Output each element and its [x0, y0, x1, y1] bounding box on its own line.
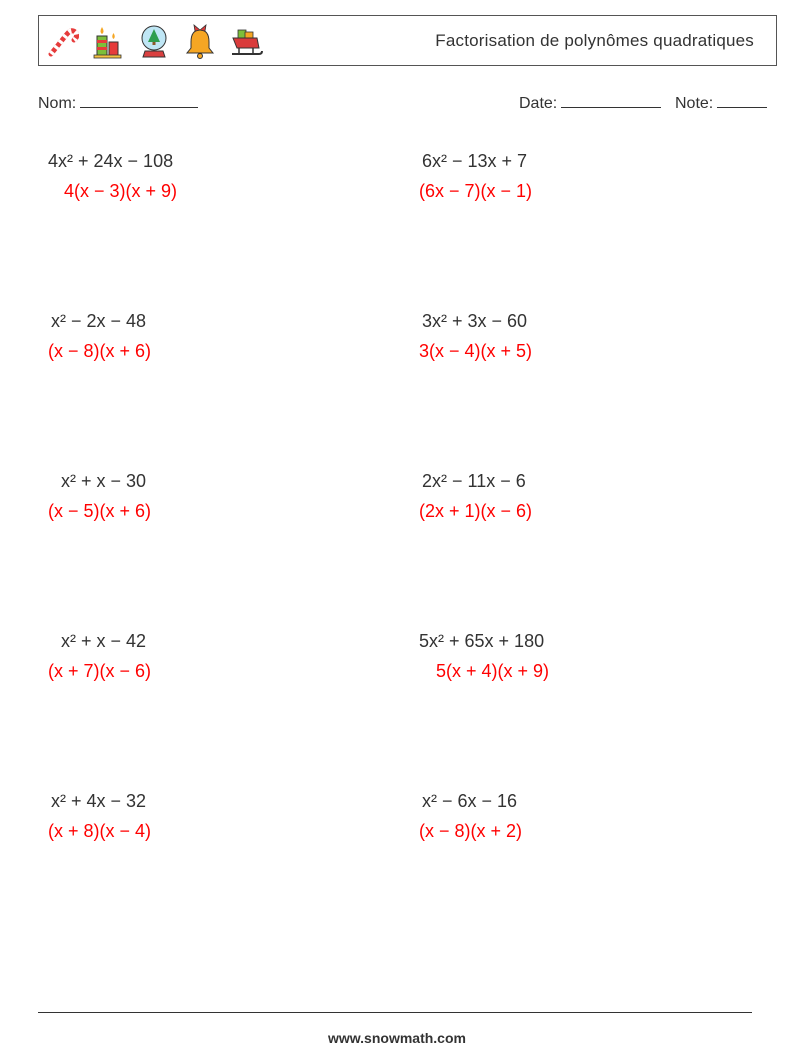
grade-label: Note: — [675, 95, 714, 112]
header-icons — [45, 22, 263, 60]
problem-expression: 2x² − 11x − 6 — [422, 471, 526, 491]
date-field — [519, 93, 661, 113]
bell-icon — [183, 22, 217, 60]
problem-expression: x² − 6x − 16 — [422, 791, 518, 811]
name-field — [38, 93, 198, 113]
problem-expression: x² + x − 42 — [61, 631, 147, 651]
problem-answer: (2x + 1)(x − 6) — [419, 501, 533, 521]
problem-answer: 3(x − 4)(x + 5) — [419, 341, 533, 361]
problem-expression: x² − 2x − 48 — [51, 311, 147, 331]
candles-icon — [91, 22, 125, 60]
candy-cane-icon — [45, 22, 79, 60]
problem-expression: 5x² + 65x + 180 — [419, 631, 545, 651]
date-blank[interactable] — [561, 93, 661, 108]
problem-answer: (6x − 7)(x − 1) — [419, 181, 533, 201]
problem-expression: x² + 4x − 32 — [51, 791, 147, 811]
problem-answer: (x + 8)(x − 4) — [48, 821, 152, 841]
problem-expression: 6x² − 13x + 7 — [422, 151, 528, 171]
worksheet-title: Factorisation de polynômes quadratiques — [435, 31, 754, 50]
date-label: Date: — [519, 95, 558, 112]
name-label: Nom: — [38, 95, 77, 112]
problem-answer: (x − 8)(x + 2) — [419, 821, 523, 841]
problem-expression: 3x² + 3x − 60 — [422, 311, 528, 331]
problem-answer: (x − 8)(x + 6) — [48, 341, 152, 361]
worksheet-header — [38, 15, 777, 66]
problem-answer: 5(x + 4)(x + 9) — [436, 661, 550, 681]
problem-expression: x² + x − 30 — [61, 471, 147, 491]
problem-answer: (x + 7)(x − 6) — [48, 661, 152, 681]
grade-blank[interactable] — [717, 93, 767, 108]
snow-globe-icon — [137, 22, 171, 60]
name-blank[interactable] — [80, 93, 198, 108]
footer-url[interactable]: www.snowmath.com — [328, 1030, 466, 1046]
footer-divider — [38, 1012, 752, 1013]
grade-field — [675, 93, 767, 113]
problem-expression: 4x² + 24x − 108 — [48, 151, 174, 171]
problem-answer: 4(x − 3)(x + 9) — [64, 181, 178, 201]
problem-answer: (x − 5)(x + 6) — [48, 501, 152, 521]
sleigh-icon — [229, 22, 263, 60]
